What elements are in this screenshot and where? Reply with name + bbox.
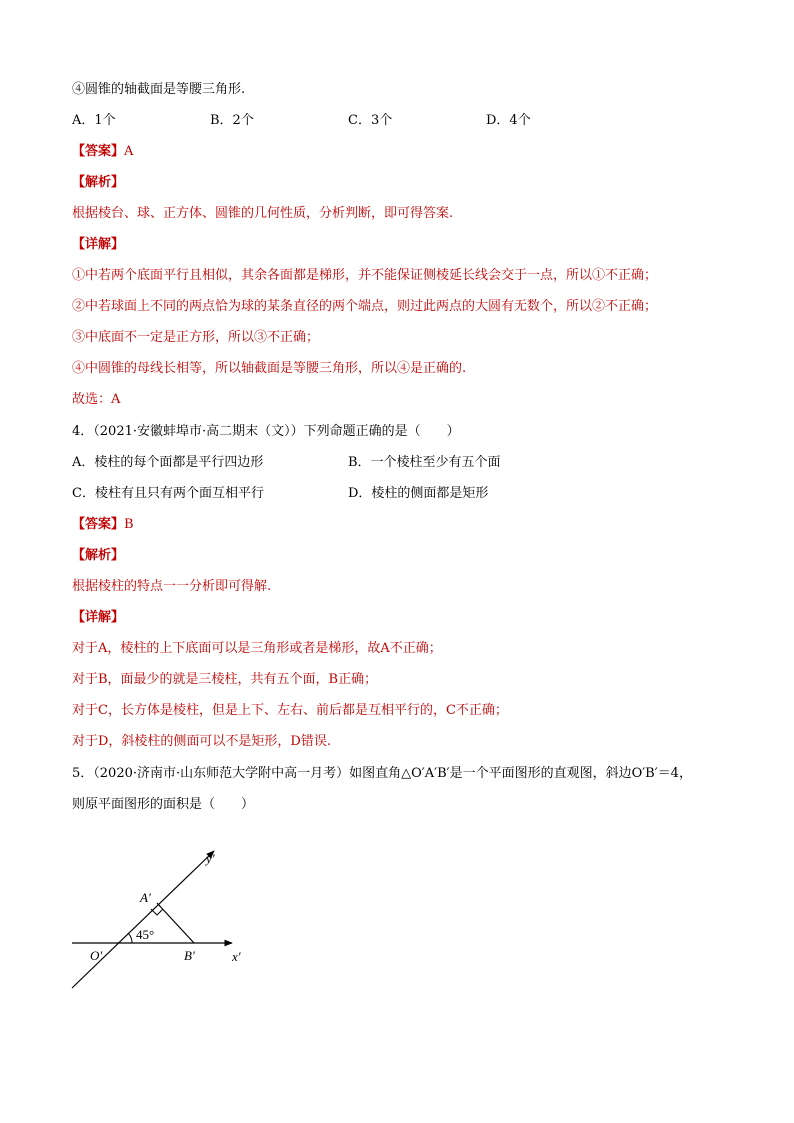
y-axis: [72, 851, 214, 988]
choose-line: [72, 392, 120, 408]
label-a: A′: [140, 890, 151, 905]
choose-label: 故选：: [72, 392, 112, 407]
detail-line: 对于C，长方体是棱柱，但是上下、左右、前后都是互相平行的，C不正确；: [72, 703, 508, 718]
q3-option-b: B．2个: [210, 113, 254, 128]
analysis-tag: 【解析】: [72, 175, 125, 190]
detail-line: 对于D，斜棱柱的侧面可以不是矩形，D错误.: [72, 734, 331, 749]
detail-line: ②中若球面上不同的两点恰为球的某条直径的两个端点，则过此两点的大圆有无数个，所以②不正确；: [72, 299, 658, 314]
label-x: x′: [232, 949, 241, 964]
answer-value: A: [124, 144, 134, 159]
detail-line: 对于A，棱柱的上下底面可以是三角形或者是梯形，故A不正确；: [72, 641, 442, 656]
detail-tag: 【详解】: [72, 237, 125, 252]
detail-line: 对于B，面最少的就是三棱柱，共有五个面，B正确；: [72, 672, 378, 687]
q4-option-a: A．棱柱的每个面都是平行四边形: [72, 455, 264, 470]
q3-option-a: A．1个: [72, 113, 116, 128]
detail-line: ①中若两个底面平行且相似，其余各面都是梯形，并不能保证侧棱延长线会交于一点，所以①不正确；: [72, 268, 658, 283]
answer-value: B: [124, 517, 134, 532]
answer-tag: 【答案】: [72, 517, 125, 532]
label-b: B′: [184, 948, 195, 963]
detail-tag: 【详解】: [72, 610, 125, 625]
angle-label: 45°: [136, 927, 155, 942]
q3-item-4: ④圆锥的轴截面是等腰三角形.: [72, 82, 246, 97]
angle-arc: [128, 933, 132, 943]
q4-option-c: C．棱柱有且只有两个面互相平行: [72, 486, 264, 501]
label-y: y′: [206, 851, 215, 866]
q5-stem-line1: 5．（2020·济南市·山东师范大学附中高一月考）如图直角△O′A′B′是一个平面图形的直观图，斜边O′B′＝4，: [72, 766, 692, 781]
q4-option-b: B．一个棱柱至少有五个面: [348, 455, 501, 470]
q4-option-d: D．棱柱的侧面都是矩形: [348, 486, 489, 501]
detail-line: ④中圆锥的母线长相等，所以轴截面是等腰三角形，所以④是正确的.: [72, 361, 467, 376]
choose-value: A: [111, 392, 121, 407]
q4-answer-line: [72, 517, 134, 533]
q3-option-d: D．4个: [486, 113, 531, 128]
answer-tag: 【答案】: [72, 144, 125, 159]
detail-line: ③中底面不一定是正方形，所以③不正确；: [72, 330, 320, 345]
q5-stem-line2: 则原平面图形的面积是（ ）: [72, 797, 255, 812]
analysis-tag: 【解析】: [72, 548, 125, 563]
analysis-text: 根据棱台、球、正方体、圆锥的几何性质，分析判断，即可得答案.: [72, 206, 454, 221]
analysis-text: 根据棱柱的特点一一分析即可得解.: [72, 579, 272, 594]
q4-stem: 4．（2021·安徽蚌埠市·高二期末（文））下列命题正确的是（ ）: [72, 424, 460, 439]
q3-answer-line: [72, 144, 133, 160]
q3-option-c: C．3个: [348, 113, 393, 128]
geometry-figure: [60, 835, 260, 1005]
label-o: O′: [90, 948, 103, 963]
